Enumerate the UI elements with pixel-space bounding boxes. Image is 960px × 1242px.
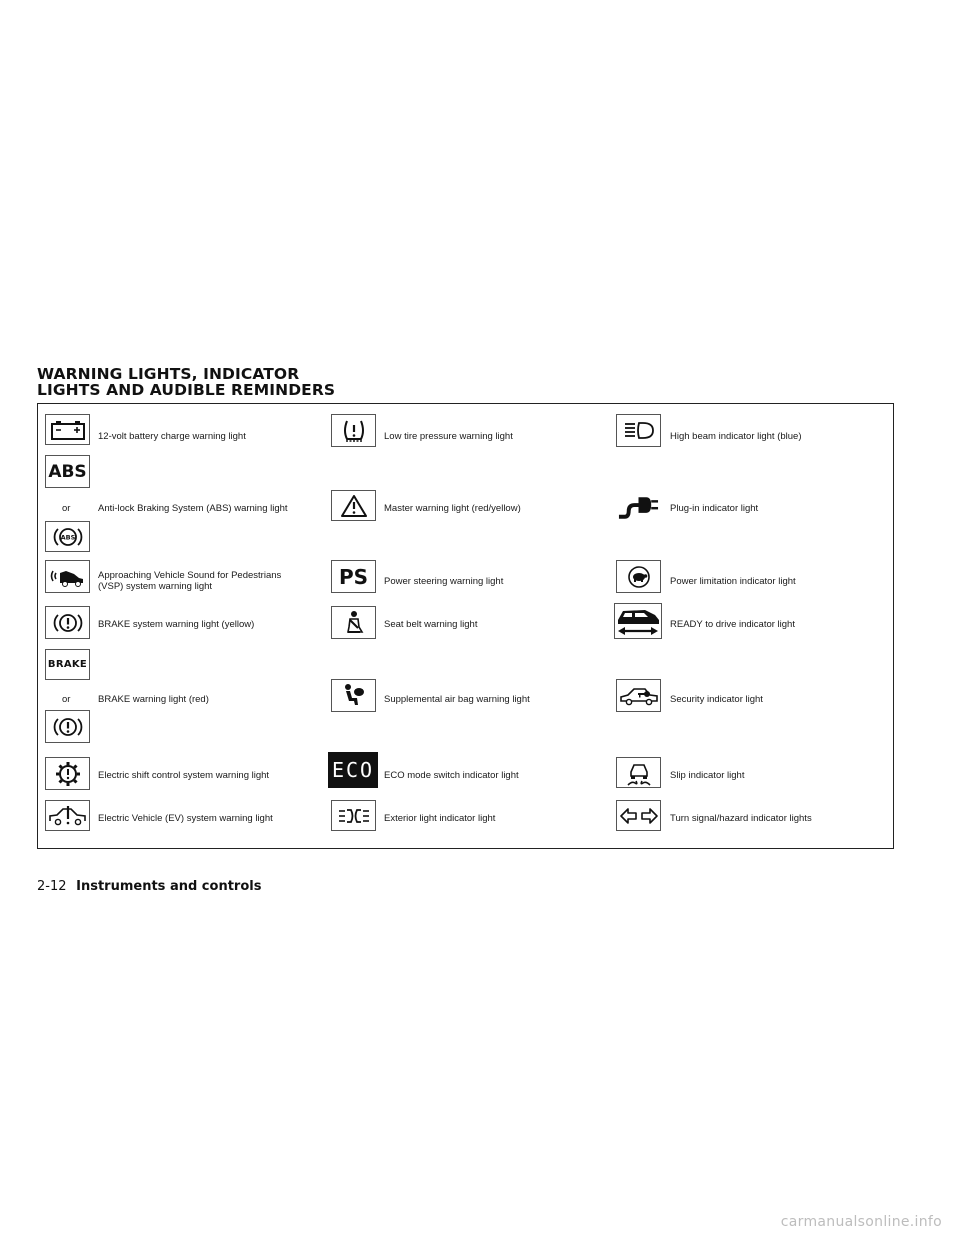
- turn-signal-icon: [616, 800, 661, 831]
- heading-line-1: WARNING LIGHTS, INDICATOR: [37, 365, 300, 383]
- battery-label: 12-volt battery charge warning light: [98, 431, 246, 442]
- ready-drive-icon: [614, 603, 662, 639]
- exterior-light-label: Exterior light indicator light: [384, 813, 496, 824]
- eco-mode-icon: [328, 752, 378, 788]
- power-steering-icon-text: PS: [338, 564, 369, 589]
- seat-belt-label: Seat belt warning light: [384, 619, 478, 630]
- seat-belt-icon: [331, 606, 376, 639]
- section-title: Instruments and controls: [76, 879, 262, 894]
- security-icon: [616, 679, 661, 712]
- plug-icon: [616, 490, 661, 521]
- vsp-icon: [45, 560, 90, 593]
- watermark: carmanualsonline.info: [780, 1214, 942, 1230]
- power-limit-icon: [616, 560, 661, 593]
- gear-warning-icon: [45, 757, 90, 790]
- or-label-abs: or: [62, 503, 71, 514]
- plug-in-label: Plug-in indicator light: [670, 503, 759, 514]
- tire-pressure-icon: [331, 414, 376, 447]
- security-label: Security indicator light: [670, 694, 763, 705]
- ready-drive-label: READY to drive indicator light: [670, 619, 795, 630]
- tire-pressure-label: Low tire pressure warning light: [384, 431, 513, 442]
- slip-label: Slip indicator light: [670, 770, 745, 781]
- vsp-label-line-1: Approaching Vehicle Sound for Pedestrians: [98, 570, 282, 581]
- page-number: 2-12: [37, 879, 67, 894]
- page-footer: [37, 878, 261, 894]
- slip-icon: [616, 757, 661, 788]
- abs-icon-text: ABS: [48, 461, 87, 482]
- brake-text-icon-text: BRAKE: [47, 659, 88, 670]
- abs-circle-icon-text: ABS: [60, 533, 75, 541]
- master-warning-icon: [331, 490, 376, 521]
- ev-system-label: Electric Vehicle (EV) system warning light: [98, 813, 273, 824]
- battery-icon: [45, 414, 90, 445]
- master-warning-label: Master warning light (red/yellow): [384, 503, 521, 514]
- abs-icon: [45, 455, 90, 488]
- brake-circle-icon: [45, 710, 90, 743]
- vsp-label-line-2: (VSP) system warning light: [98, 581, 213, 592]
- eco-mode-label: ECO mode switch indicator light: [384, 770, 519, 781]
- or-label-brake: or: [62, 694, 71, 705]
- abs-circle-icon: [45, 521, 90, 552]
- high-beam-icon: [616, 414, 661, 447]
- page-heading: [37, 366, 335, 398]
- heading-line-2: LIGHTS AND AUDIBLE REMINDERS: [37, 381, 336, 399]
- power-limit-label: Power limitation indicator light: [670, 576, 796, 587]
- brake-red-label: BRAKE warning light (red): [98, 694, 209, 705]
- air-bag-icon: [331, 679, 376, 712]
- turn-signal-label: Turn signal/hazard indicator lights: [670, 813, 812, 824]
- high-beam-label: High beam indicator light (blue): [670, 431, 802, 442]
- air-bag-label: Supplemental air bag warning light: [384, 694, 530, 705]
- brake-yellow-icon: [45, 606, 90, 639]
- eco-mode-icon-text: ECO: [331, 758, 375, 782]
- brake-yellow-label: BRAKE system warning light (yellow): [98, 619, 255, 630]
- power-steering-label: Power steering warning light: [384, 576, 504, 587]
- brake-text-icon: [45, 649, 90, 680]
- abs-label: Anti-lock Braking System (ABS) warning light: [98, 503, 288, 514]
- electric-shift-label: Electric shift control system warning light: [98, 770, 270, 781]
- warning-lights-table: [37, 403, 894, 849]
- power-steering-icon: [331, 560, 376, 593]
- exterior-light-icon: [331, 800, 376, 831]
- ev-car-warning-icon: [45, 800, 90, 831]
